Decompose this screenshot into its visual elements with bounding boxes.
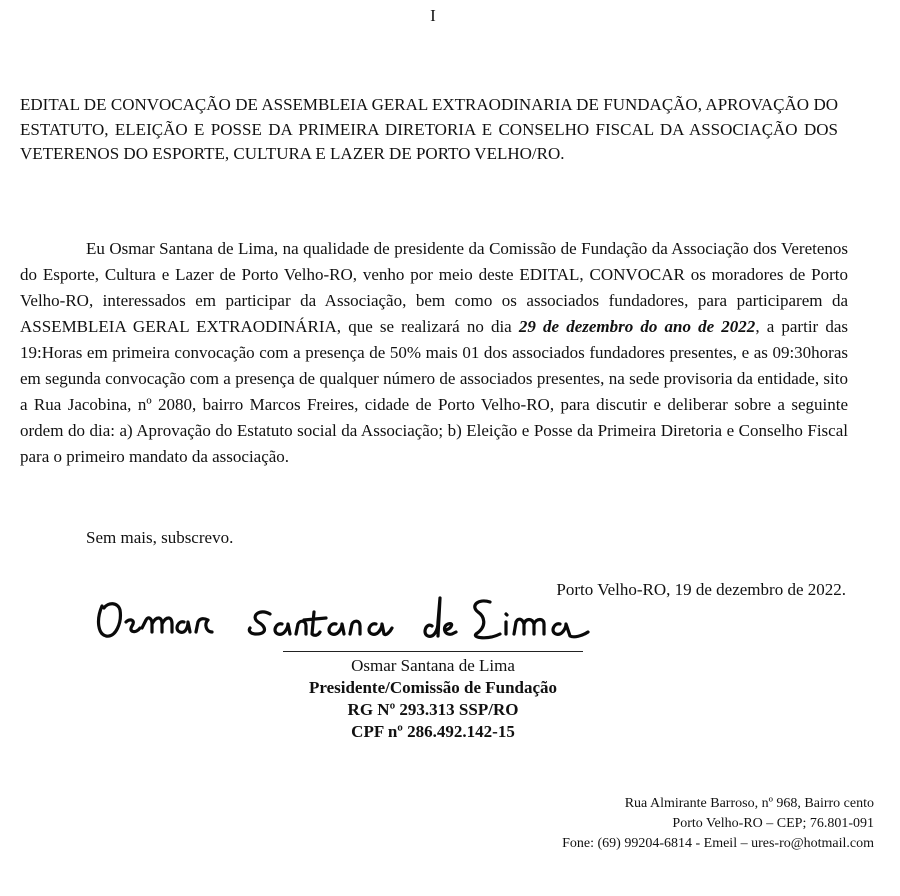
document-title: EDITAL DE CONVOCAÇÃO DE ASSEMBLEIA GERAL EXTRAODINARIA DE FUNDAÇÃO, APROVAÇÃO DO ESTATUTO, ELEIÇÃO E POSSE DA PRIMEIRA DIRETORIA E CONSELHO FISCAL DA ASSOCIAÇÃO DOS VETERENOS DO ESPORTE, CULTURA E LAZER DE PORTO VELHO/RO.: [20, 95, 838, 163]
handwritten-signature: [92, 592, 607, 654]
signer-name: Osmar Santana de Lima: [351, 656, 515, 675]
footer-city: Porto Velho-RO – CEP; 76.801-091: [672, 816, 874, 831]
body-text-before-date: Eu Osmar Santana de Lima, na qualidade de presidente da Comissão de Fundação da Associação dos Veretenos do Esporte, Cultura e Lazer de Porto Velho-RO, venho por meio deste EDITAL, CONVOCAR os moradores de Porto Velho-RO, interessados em participar da Associação, bem como os associados fundadores, para participarem da ASSEMBLEIA GERAL EXTRAODINÁRIA, que se realizará no dia: [20, 239, 848, 336]
closing-line: Sem mais, subscrevo.: [86, 528, 234, 547]
signer-cpf: CPF nº 286.492.142-15: [351, 722, 515, 741]
signature-line: [283, 651, 583, 652]
footer-address-block: [562, 794, 874, 854]
body-text-after-date: , a partir das 19:Horas em primeira convocação com a presença de 50% mais 01 dos associados fundadores presentes, e as 09:30horas em segunda convocação com a presença de qualquer número de associados presentes, na sede provisoria da entidade, sito a Rua Jacobina, nº 2080, bairro Marcos Freires, cidade de Porto Velho-RO, para discutir e deliberar sobre a seguinte ordem do dia: a) Aprovação do Estatuto social da Associação; b) Eleição e Posse da Primeira Diretoria e Conselho Fiscal para o primeiro mandato da associação.: [20, 317, 848, 466]
assembly-date: 29 de dezembro do ano de 2022: [518, 317, 756, 336]
signer-rg: RG Nº 293.313 SSP/RO: [347, 700, 519, 719]
signer-block: [230, 655, 636, 743]
signer-role: Presidente/Comissão de Fundação: [308, 678, 558, 697]
footer-contact: Fone: (69) 99204-6814 - Emeil – ures-ro@hotmail.com: [562, 836, 874, 851]
page-marker: I: [430, 6, 436, 25]
place-and-date: Porto Velho-RO, 19 de dezembro de 2022.: [556, 580, 846, 599]
body-paragraph: [20, 236, 848, 470]
footer-address: Rua Almirante Barroso, nº 968, Bairro cento: [624, 796, 874, 811]
